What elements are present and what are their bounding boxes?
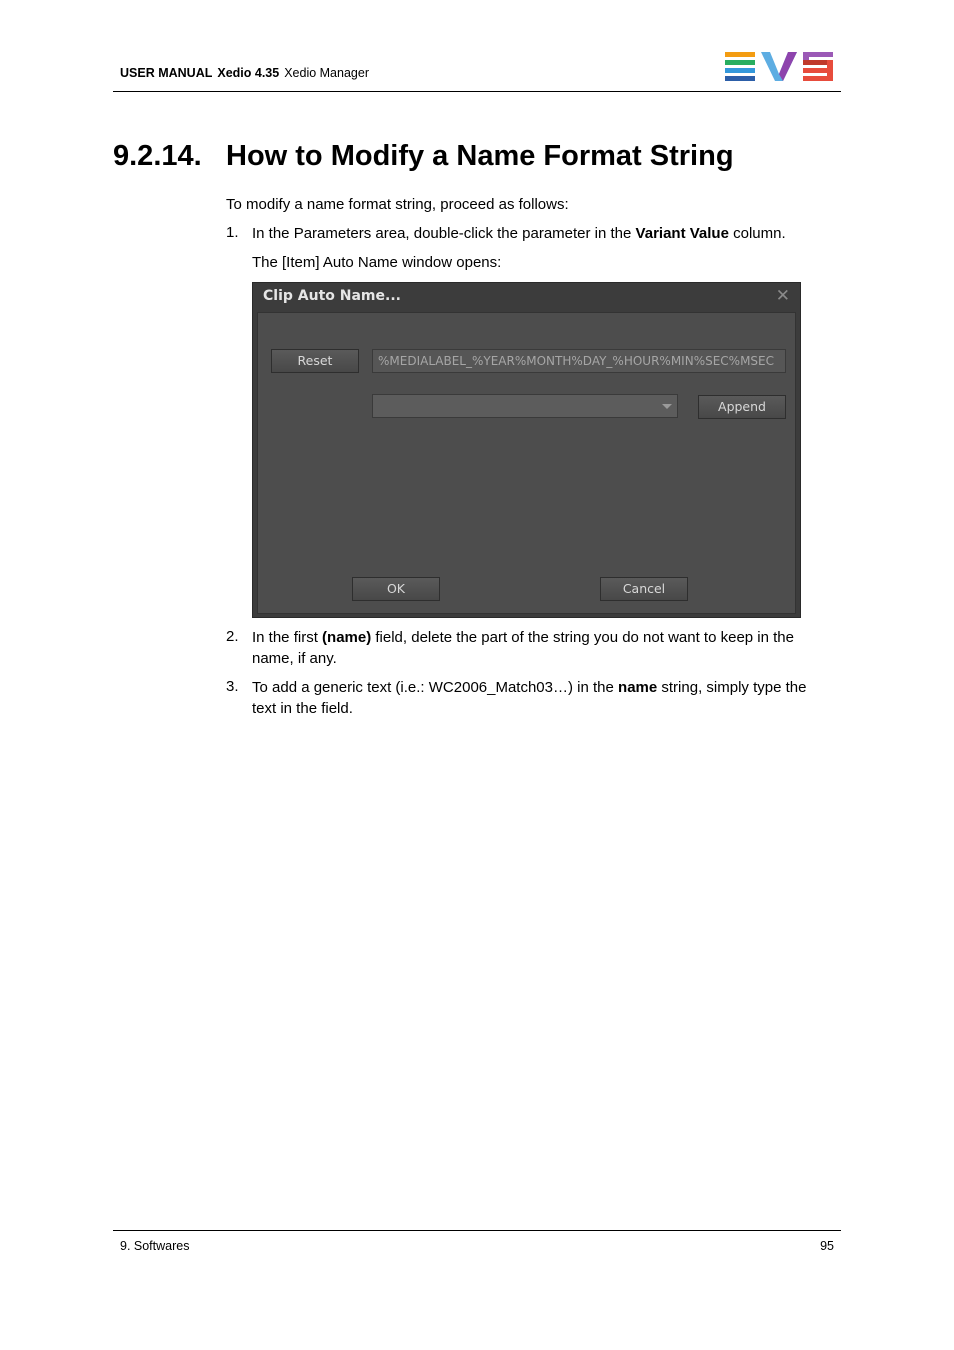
step-3-text xyxy=(252,677,806,698)
header-product: Xedio 4.35 xyxy=(217,66,280,80)
intro-text: To modify a name format string, proceed as follows: xyxy=(226,196,569,213)
name-format-input[interactable]: %MEDIALABEL_%YEAR%MONTH%DAY_%HOUR%MIN%SEC%MSEC xyxy=(372,349,786,373)
step-1-subtext: The [Item] Auto Name window opens: xyxy=(252,254,502,271)
dialog-body xyxy=(257,312,796,614)
step-2-text-line2: name, if any. xyxy=(252,650,337,667)
header-text xyxy=(120,66,369,80)
page-header xyxy=(113,50,841,92)
footer-page-number: 95 xyxy=(820,1239,834,1253)
chevron-down-icon xyxy=(662,404,672,409)
step-1-pre: In the Parameters area, double-click the parameter in the xyxy=(252,225,636,242)
step-1-post: column. xyxy=(728,225,786,242)
step-1-text xyxy=(252,223,786,244)
step-3-bold: name xyxy=(618,679,658,696)
reset-button[interactable]: Reset xyxy=(271,349,359,373)
footer-chapter: 9. Softwares xyxy=(120,1239,190,1253)
step-1-bold: Variant Value xyxy=(635,225,729,242)
close-icon[interactable]: ✕ xyxy=(775,286,790,306)
header-section: Xedio Manager xyxy=(284,66,369,80)
cancel-button[interactable]: Cancel xyxy=(600,577,688,601)
page-footer xyxy=(113,1230,841,1256)
step-3-pre: To add a generic text (i.e.: WC2006_Match03…) in the xyxy=(252,679,619,696)
append-button[interactable]: Append xyxy=(698,395,786,419)
section-number: 9.2.14. xyxy=(113,140,202,172)
section-title-text: How to Modify a Name Format String xyxy=(226,140,734,172)
dialog-title: Clip Auto Name... xyxy=(263,288,401,304)
step-2-pre: In the first xyxy=(252,629,323,646)
step-1-number: 1. xyxy=(226,224,239,241)
step-3-text-line2: text in the field. xyxy=(252,700,353,717)
variable-select[interactable] xyxy=(372,394,678,418)
header-doc-type: USER MANUAL xyxy=(120,66,213,80)
section-title xyxy=(113,140,734,173)
clip-auto-name-dialog xyxy=(252,282,801,618)
step-2-text xyxy=(252,627,794,648)
step-2-bold: (name) xyxy=(322,629,372,646)
step-2-post: field, delete the part of the string you do not want to keep in the xyxy=(371,629,794,646)
step-2-number: 2. xyxy=(226,628,239,645)
ok-button[interactable]: OK xyxy=(352,577,440,601)
step-3-number: 3. xyxy=(226,678,239,695)
step-3-post: string, simply type the xyxy=(657,679,807,696)
evs-logo-icon xyxy=(725,52,835,82)
